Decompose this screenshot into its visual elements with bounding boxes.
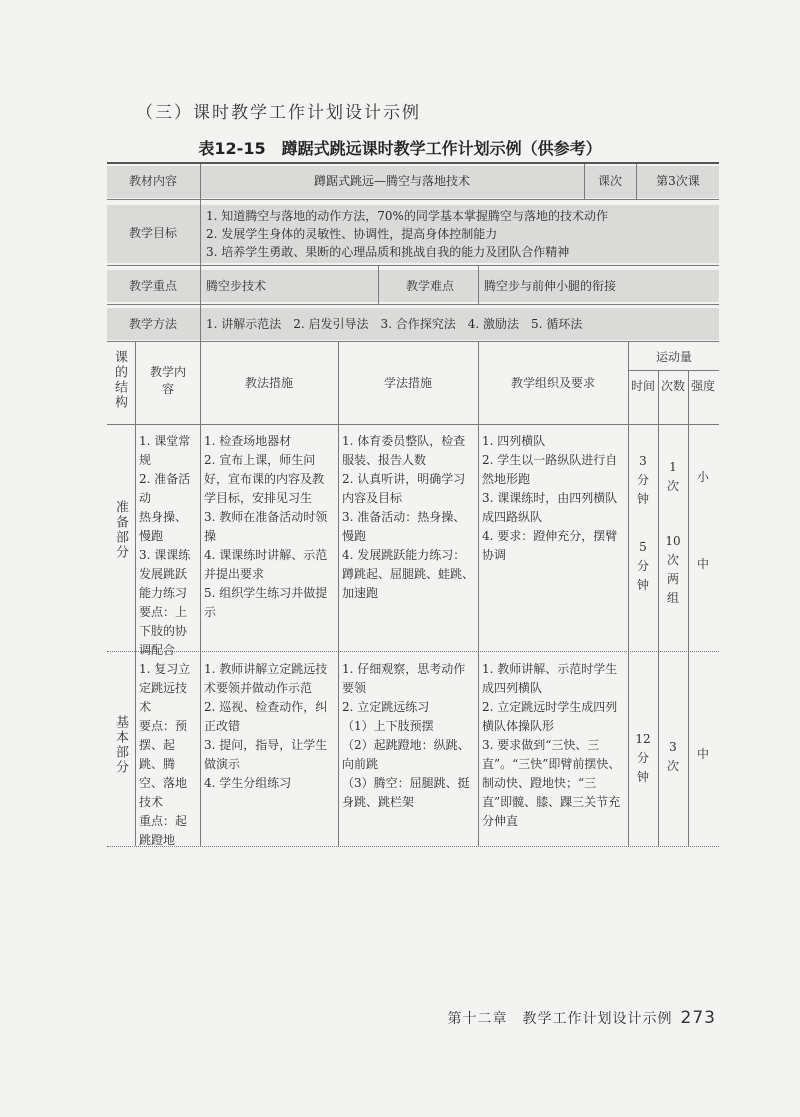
difficulty-value: 腾空步与前伸小腿的衔接 xyxy=(484,279,617,293)
section-heading: （三）课时教学工作计划设计示例 xyxy=(136,103,421,123)
rule xyxy=(107,199,719,200)
rule xyxy=(636,164,637,199)
lesson-value: 第3次课 xyxy=(656,174,700,188)
prep-time-1: 3分钟 xyxy=(636,454,649,506)
basic-learn: 1. 仔细观察，思考动作要领 2. 立定跳远练习 （1）上下肢预摆 （2）起跳蹬地：纵跳、向前跳 （3）腾空：屈腿跳、挺身跳、跳栏架 xyxy=(342,662,470,809)
prep-label: 准备部分 xyxy=(113,500,128,560)
page-number: 273 xyxy=(680,1008,716,1028)
rule xyxy=(478,265,479,304)
page-footer xyxy=(448,1008,716,1028)
rule xyxy=(688,370,689,846)
method-label: 教学方法 xyxy=(128,317,177,331)
chapter-title: 第十二章 教学工作计划设计示例 xyxy=(447,1011,673,1027)
rule xyxy=(628,370,719,371)
rule xyxy=(200,341,201,846)
rule xyxy=(200,164,201,341)
prep-learn: 1. 体育委员整队，检查服装、报告人数 2. 认真听讲，明确学习内容及目标 3. 准备活动：热身操、慢跑 4. 发展跳跃能力练习：蹲跳起、屈腿跳、蛙跳、加速跑 xyxy=(342,434,475,600)
content-label: 教材内容 xyxy=(128,174,177,188)
rule xyxy=(107,424,719,425)
key-value: 腾空步技术 xyxy=(206,279,267,293)
dotted-rule xyxy=(107,846,719,847)
basic-org: 1. 教师讲解、示范时学生成四列横队 2. 立定跳远时学生成四列横队体操队形 3. 要求做到“三快、三直”。“三快”即臂前摆快、制动快、蹬地快；“三直”即髋、膝、踝三关节充分伸直 xyxy=(482,662,621,828)
goal-line: 2. 发展学生身体的灵敏性、协调性，提高身体控制能力 xyxy=(206,227,498,241)
prep-org: 1. 四列横队 2. 学生以一路纵队进行自然地形跑 3. 课课练时，由四列横队成四路纵队 4. 要求：蹬伸充分，摆臂协调 xyxy=(482,434,618,562)
goal-label: 教学目标 xyxy=(128,226,177,240)
key-label: 教学重点 xyxy=(128,279,177,293)
rule xyxy=(378,265,379,304)
structure-header: 课的结构 xyxy=(112,350,127,410)
content-value: 蹲踞式跳远—腾空与落地技术 xyxy=(313,174,470,188)
intensity-header: 强度 xyxy=(690,379,715,393)
count-header: 次数 xyxy=(660,379,685,393)
dotted-rule xyxy=(107,651,719,652)
basic-time: 12分钟 xyxy=(635,732,651,784)
prep-intensity-1: 小 xyxy=(696,470,709,484)
rule xyxy=(135,341,136,846)
basic-count: 3次 xyxy=(666,740,679,773)
teach-header: 教法措施 xyxy=(244,376,293,390)
rule xyxy=(584,164,585,199)
method-value: 1. 讲解示范法 2. 启发引导法 3. 合作探究法 4. 激励法 5. 循环法 xyxy=(206,317,583,331)
prep-teach: 1. 检查场地器材 2. 宣布上课，师生问好，宣布课的内容及教学目标，安排见习生 3. 教师在准备活动时领操 4. 课课练时讲解、示范并提出要求 5. 组织学生练习并做提示 xyxy=(204,434,328,619)
time-header: 时间 xyxy=(630,379,655,393)
goal-line: 3. 培养学生勇敢、果断的心理品质和挑战自我的能力及团队合作精神 xyxy=(206,245,570,259)
prep-time-2: 5分钟 xyxy=(636,540,649,592)
rule xyxy=(628,341,629,846)
rule xyxy=(478,341,479,846)
load-header: 运动量 xyxy=(655,350,692,364)
basic-label: 基本部分 xyxy=(113,715,128,775)
goal-line: 1. 知道腾空与落地的动作方法，70%的同学基本掌握腾空与落地的技术动作 xyxy=(206,209,608,223)
learn-header: 学法措施 xyxy=(383,376,432,390)
prep-count-1: 1次 xyxy=(666,460,679,493)
org-header: 教学组织及要求 xyxy=(510,376,595,390)
basic-content: 1. 复习立定跳远技术 要点：预摆、起跳、腾空、落地技术 重点：起跳蹬地 xyxy=(139,662,191,847)
content-header: 教学内容 xyxy=(149,365,186,396)
rule xyxy=(107,265,719,266)
rule xyxy=(658,370,659,846)
basic-teach: 1. 教师讲解立定跳远技术要领并做动作示范 2. 巡视、检查动作，纠正改错 3. 提问，指导，让学生做演示 4. 学生分组练习 xyxy=(204,662,328,790)
difficulty-label: 教学难点 xyxy=(405,279,454,293)
table-top-rule xyxy=(107,162,719,164)
lesson-label: 课次 xyxy=(597,174,622,188)
rule xyxy=(338,341,339,846)
rule xyxy=(107,304,719,305)
table-title: 表12-15 蹲踞式跳远课时教学工作计划示例（供参考） xyxy=(198,139,602,158)
prep-intensity-2: 中 xyxy=(696,557,709,571)
basic-intensity: 中 xyxy=(696,747,709,761)
prep-content: 1. 课堂常规 2. 准备活动 热身操、慢跑 3. 课课练发展跳跃能力练习 要点：上下肢的协调配合 xyxy=(139,434,191,657)
prep-count-2: 10次两组 xyxy=(665,534,681,605)
